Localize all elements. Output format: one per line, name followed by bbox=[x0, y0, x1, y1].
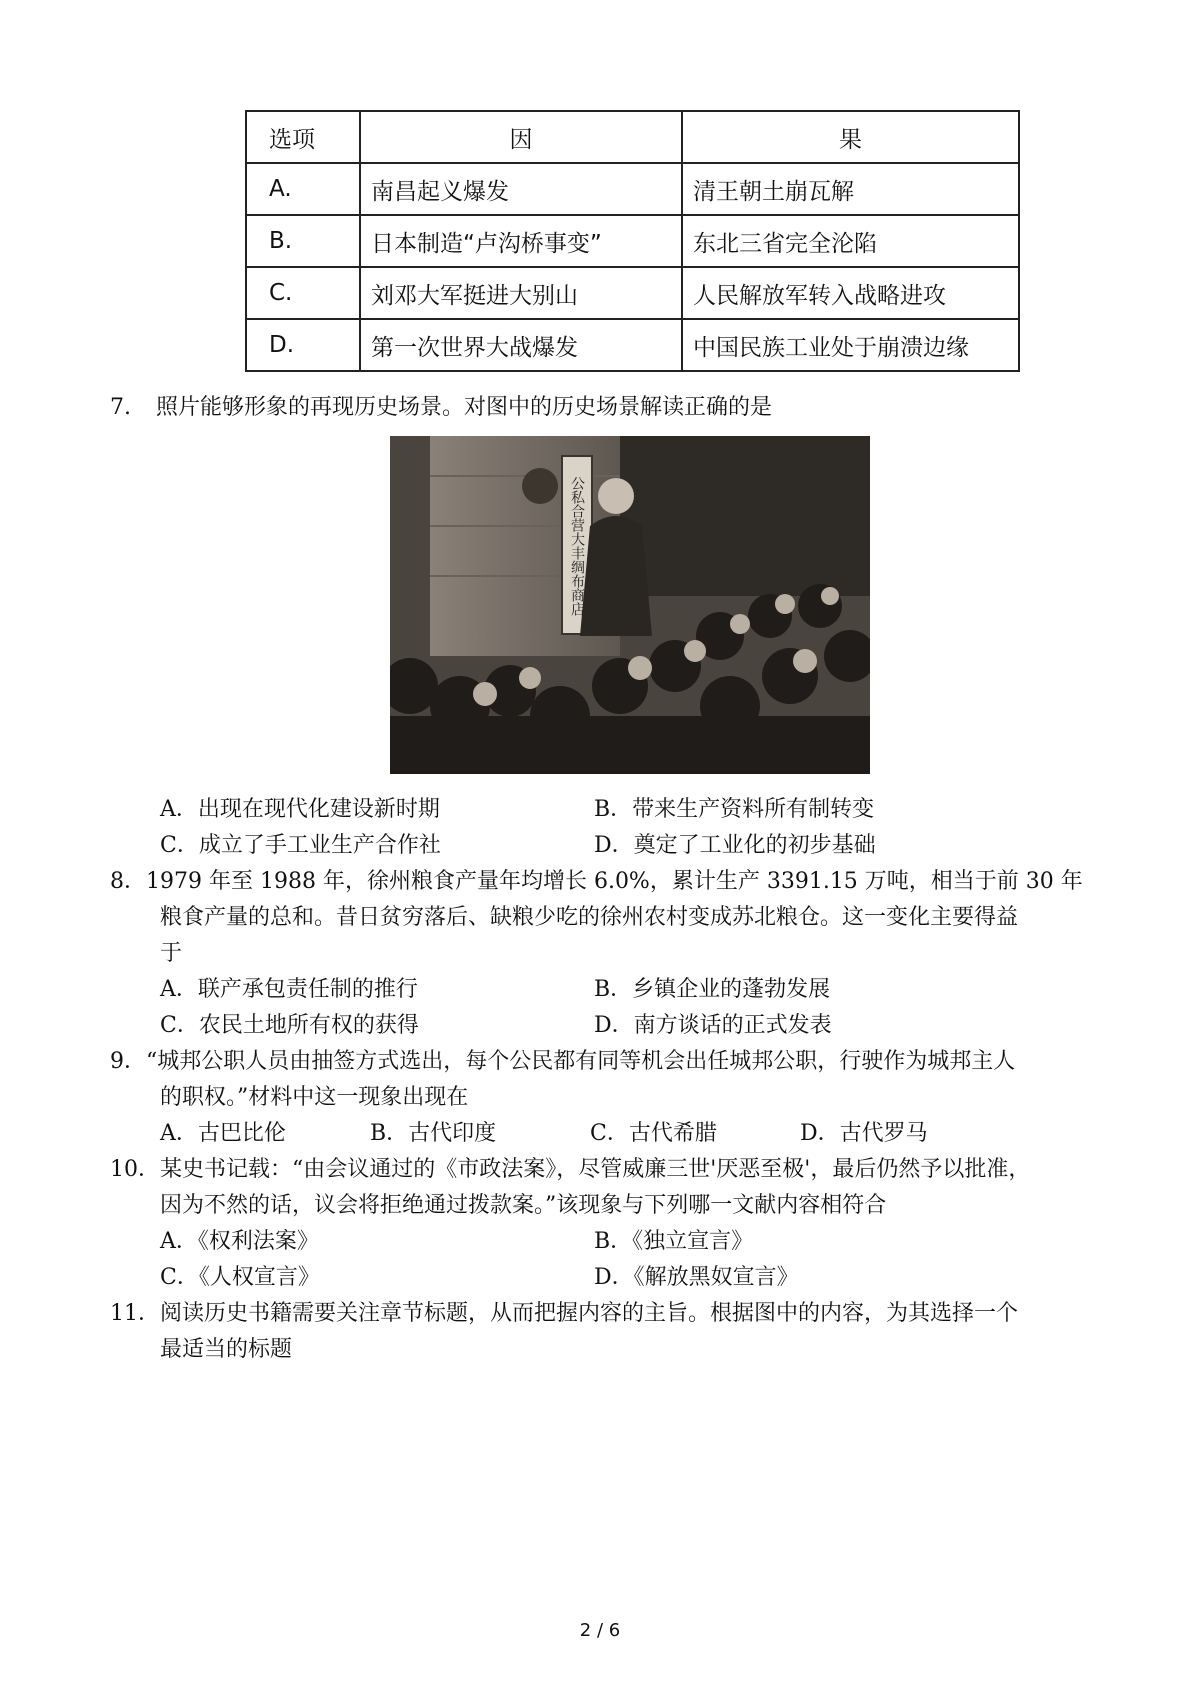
q10-option-d[interactable]: D．《解放黑奴宣言》 bbox=[594, 1265, 799, 1290]
cause-effect-table bbox=[245, 110, 1020, 372]
q7-options-row1 bbox=[160, 792, 1080, 828]
photo-illustration bbox=[390, 436, 870, 774]
q7-option-c[interactable]: C．成立了手工业生产合作社 bbox=[160, 833, 441, 858]
q8-option-a[interactable]: A．联产承包责任制的推行 bbox=[160, 977, 418, 1002]
row-option: D. bbox=[246, 319, 360, 371]
q7-option-a[interactable]: A．出现在现代化建设新时期 bbox=[160, 797, 440, 822]
header-effect: 果 bbox=[682, 111, 1019, 163]
q7-option-b[interactable]: B．带来生产资料所有制转变 bbox=[594, 797, 875, 822]
q8-options-row2 bbox=[160, 1008, 1080, 1044]
row-cause: 日本制造“卢沟桥事变” bbox=[360, 215, 682, 267]
row-effect: 清王朝土崩瓦解 bbox=[682, 163, 1019, 215]
q8-options-row1 bbox=[160, 972, 1080, 1008]
q10-option-b[interactable]: B．《独立宣言》 bbox=[594, 1229, 754, 1254]
row-cause: 南昌起义爆发 bbox=[360, 163, 682, 215]
q11-line2: 最适当的标题 bbox=[160, 1337, 293, 1362]
question-number: 7. bbox=[110, 395, 131, 420]
row-cause: 第一次世界大战爆发 bbox=[360, 319, 682, 371]
q10-line2: 因为不然的话，议会将拒绝通过拨款案。”该现象与下列哪一文献内容相符合 bbox=[160, 1193, 887, 1218]
row-effect: 东北三省完全沦陷 bbox=[682, 215, 1019, 267]
header-option: 选项 bbox=[246, 111, 360, 163]
question-9 bbox=[110, 1044, 1105, 1116]
q7-option-d[interactable]: D．奠定了工业化的初步基础 bbox=[594, 833, 876, 858]
q8-line1: 8．1979 年至 1988 年，徐州粮食产量年均增长 6.0%，累计生产 3391.15 万吨，相当于前 30 年 bbox=[110, 869, 1083, 894]
table-header-row bbox=[246, 111, 1019, 163]
q7-options-row2 bbox=[160, 828, 1080, 864]
q11-line1: 11．阅读历史书籍需要关注章节标题，从而把握内容的主旨。根据图中的内容，为其选择一个 bbox=[110, 1301, 1018, 1326]
q9-line2: 的职权。”材料中这一现象出现在 bbox=[160, 1085, 469, 1110]
question-11 bbox=[110, 1296, 1105, 1368]
page-number: 2 / 6 bbox=[579, 1620, 621, 1641]
table-row bbox=[246, 267, 1019, 319]
q10-options-row2 bbox=[160, 1260, 1080, 1296]
question-8 bbox=[110, 864, 1105, 972]
q10-option-a[interactable]: A．《权利法案》 bbox=[160, 1229, 319, 1254]
table-row bbox=[246, 163, 1019, 215]
q9-line1: 9．“城邦公职人员由抽签方式选出，每个公民都有同等机会出任城邦公职，行驶作为城邦主人 bbox=[110, 1049, 1016, 1074]
q8-option-c[interactable]: C．农民土地所有权的获得 bbox=[160, 1013, 419, 1038]
q10-option-c[interactable]: C．《人权宣言》 bbox=[160, 1265, 320, 1290]
q9-options-row bbox=[160, 1116, 1080, 1152]
row-option: A. bbox=[246, 163, 360, 215]
question-10 bbox=[110, 1152, 1105, 1224]
table-row bbox=[246, 319, 1019, 371]
q9-option-c[interactable]: C．古代希腊 bbox=[590, 1121, 717, 1146]
q10-options-row1 bbox=[160, 1224, 1080, 1260]
q8-line2: 粮食产量的总和。昔日贫穷落后、缺粮少吃的徐州农村变成苏北粮仓。这一变化主要得益 bbox=[160, 905, 1019, 930]
question-stem: 照片能够形象的再现历史场景。对图中的历史场景解读正确的是 bbox=[156, 395, 773, 420]
historical-photo bbox=[390, 436, 870, 774]
header-cause: 因 bbox=[360, 111, 682, 163]
q8-line3: 于 bbox=[160, 941, 183, 966]
row-cause: 刘邓大军挺进大别山 bbox=[360, 267, 682, 319]
q9-option-b[interactable]: B．古代印度 bbox=[370, 1121, 497, 1146]
q8-option-b[interactable]: B．乡镇企业的蓬勃发展 bbox=[594, 977, 831, 1002]
row-effect: 人民解放军转入战略进攻 bbox=[682, 267, 1019, 319]
row-option: B. bbox=[246, 215, 360, 267]
q9-option-d[interactable]: D．古代罗马 bbox=[800, 1121, 928, 1146]
q10-line1: 10．某史书记载：“由会议通过的《市政法案》，尽管威廉三世'厌恶至极'，最后仍然予以批准， bbox=[110, 1157, 1031, 1182]
question-7 bbox=[110, 390, 1105, 426]
table-row bbox=[246, 215, 1019, 267]
q9-option-a[interactable]: A．古巴比伦 bbox=[160, 1121, 286, 1146]
row-option: C. bbox=[246, 267, 360, 319]
q8-option-d[interactable]: D．南方谈话的正式发表 bbox=[594, 1013, 832, 1038]
row-effect: 中国民族工业处于崩溃边缘 bbox=[682, 319, 1019, 371]
photo-banner-text: 公私合营大丰绸布商店 bbox=[569, 476, 585, 616]
